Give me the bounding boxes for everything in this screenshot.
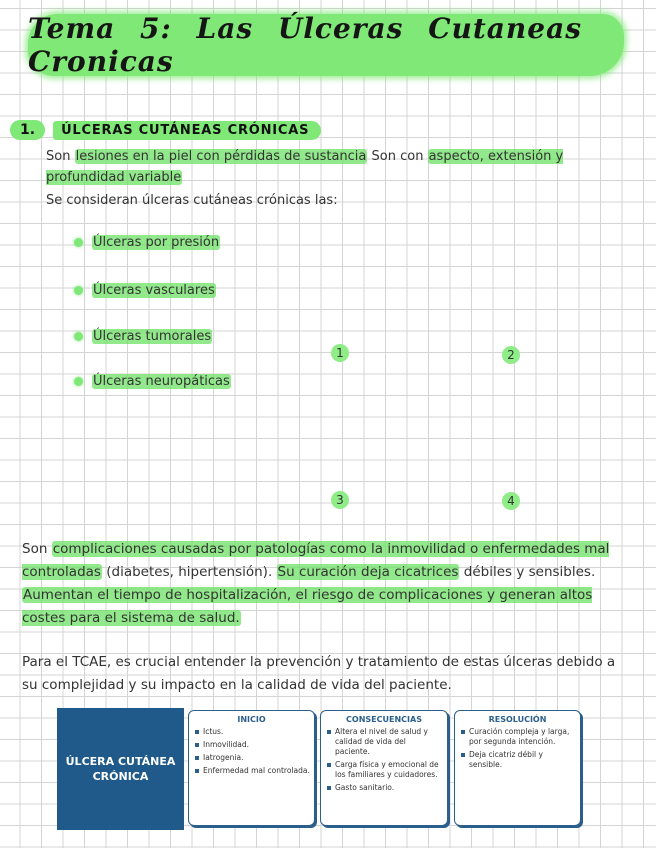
infographic [57, 708, 585, 830]
intro-highlight-1: lesiones en la piel con pérdidas de sustancia [75, 149, 367, 164]
number-badge: 4 [502, 492, 520, 510]
card-item: Iatrogenia. [203, 753, 310, 763]
para-text-2: (diabetes, hipertensión). [101, 564, 277, 580]
card-item: Altera el nivel de salud y calidad de vida del paciente. [335, 727, 443, 757]
infographic-card-inicio [188, 710, 315, 826]
section-title: ÚLCERAS CUTÁNEAS CRÓNICAS [53, 121, 321, 140]
intro-highlight-2: aspecto, extensión y profundidad variable [46, 149, 564, 185]
list-item [74, 374, 231, 389]
bullet-dot-icon [74, 238, 83, 247]
list-item-label: Úlceras por presión [93, 235, 220, 250]
infographic-main-label: ÚLCERA CUTÁNEA CRÓNICA [57, 708, 184, 830]
para-highlight-1: complicaciones causadas por patologías como la inmovilidad o enfermedades mal controladas [22, 541, 610, 580]
page-title: Tema 5: Las Úlceras Cutaneas Cronicas [28, 12, 582, 78]
section-number: 1. [10, 120, 45, 140]
section-heading [10, 118, 321, 142]
number-badge: 2 [502, 346, 520, 364]
intro-line-2: Se consideran úlceras cutáneas crónicas las: [46, 193, 338, 208]
tcae-paragraph: Para el TCAE, es crucial entender la prevención y tratamiento de estas úlceras debido a su complejidad y su impacto en la calidad de vida del paciente. [22, 654, 616, 693]
card-item: Deja cicatriz débil y sensible. [469, 750, 576, 770]
bullet-dot-icon [74, 332, 83, 341]
list-item-label: Úlceras neuropáticas [93, 374, 230, 389]
bullet-dot-icon [74, 286, 83, 295]
card-title: CONSECUENCIAS [346, 715, 422, 724]
bullet-dot-icon [74, 377, 83, 386]
card-item: Ictus. [203, 727, 310, 737]
intro-text-1: Son [46, 149, 75, 164]
card-item: Curación compleja y larga, por segunda intención. [469, 727, 576, 747]
list-item-label: Úlceras vasculares [93, 283, 215, 298]
infographic-card-consecuencias [320, 710, 448, 826]
card-title: RESOLUCIÓN [488, 715, 547, 724]
list-item-label: Úlceras tumorales [93, 329, 212, 344]
card-item: Gasto sanitario. [335, 783, 443, 793]
card-title: INICIO [237, 715, 266, 724]
para-highlight-3: Aumentan el tiempo de hospitalización, el riesgo de complicaciones y generan altos costes para el sistema de salud. [22, 587, 593, 626]
list-item [74, 235, 220, 250]
card-item: Carga física y emocional de los familiares y cuidadores. [335, 760, 443, 780]
para-text-3: débiles y sensibles. [459, 564, 596, 580]
intro-text-2: Son con [367, 149, 428, 164]
number-badge: 1 [331, 344, 349, 362]
list-item [74, 329, 212, 344]
card-item: Enfermedad mal controlada. [203, 766, 310, 775]
para-highlight-2: Su curación deja cicatrices [277, 564, 459, 580]
list-item [74, 283, 216, 298]
intro-paragraph [46, 146, 606, 188]
number-badge: 3 [331, 491, 349, 509]
para-text-1: Son [22, 541, 52, 557]
description-paragraph [22, 538, 632, 630]
card-item: Inmovilidad. [203, 740, 310, 750]
infographic-card-resolucion [454, 710, 581, 826]
